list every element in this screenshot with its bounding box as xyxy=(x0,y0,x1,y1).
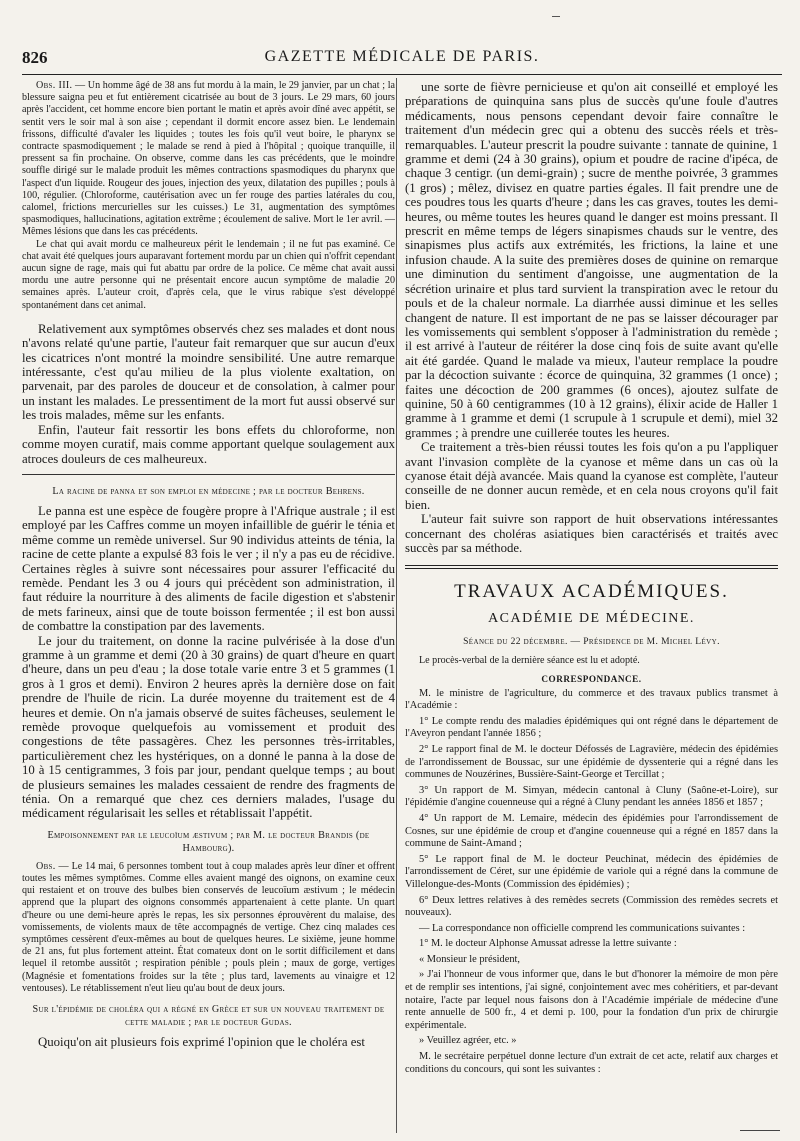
proces-verbal: Le procès-verbal de la dernière séance est lu et adopté. xyxy=(419,655,640,667)
list-item: 5° Le rapport final de M. le docteur Peuchinat, médecin des épidémies de l'arrondissement de Céret, sur une épidémie de variole qui a régné dans la commune de Villelongue-des-Monts (Commission des épidémies) ; xyxy=(405,853,778,890)
cholera-treatment-paragraph: une sorte de fièvre pernicieuse et qu'on ait conseillé et employé les préparations de quinquina sans plus de succès qu'une foule d'autres médicaments, nous pensons cependant devoir faire connaître le traitement d'un médecin grec qui a obtenu des succès réels et très-remarquables. L'auteur prescrit la poudre suivante : tannate de quinine, 1 gramme et demi (24 à 30 grains), opium et poudre de racine d'ipéca, de chaque 3 centigr. (un demi-grain) ; sucre de menthe poivrée, 3 grammes (1 gros) ; mêlez, divisez en quatre parties égales. Il fait prendre une de ces poudres tous les quarts d'heure ; dans les cas graves, toutes les demi-heures, ou même toutes les heures quand le danger est moins pressant. Il prescrit en même temps de légers sinapismes chauds sur le ventre, des sinapismes plus actifs aux extrémités, les frictions, la laine et une infusion chaude. A la suite des premières doses de quinine on remarque une diminution du sentiment d'angoisse, une augmentation de la sécrétion urinaire et plus tard survient la transpiration avec le retour du pouls et de la chaleur normale. La diarrhée aussi diminue et les selles changent de nature. Il est important de ne pas se laisser décourager par les vomissements qui semblent s'opposer à l'administration du remède ; il est arrivé à l'auteur de réitérer la dose cinq fois de suite avant qu'elle ait été gardée. Quand le malade va mieux, l'auteur remplace la poudre par la décoction suivante : écorce de quinquina, 32 grammes (1 once) ; faites une décoction de 200 grammes (6 onces), ajoutez sulfate de quinine, 50 à 60 centigrammes (10 à 12 grains), élixir acide de Haller 1 gramme à 1 gramme et demi (1 scrupule à 1 scrupule et demi), miel 32 grammes ; à prendre une cuillerée toutes les heures. xyxy=(405,80,778,440)
amussat-paragraph: 1° M. le docteur Alphonse Amussat adresse la lettre suivante : xyxy=(419,938,677,950)
travaux-title: TRAVAUX ACADÉMIQUES. xyxy=(454,581,729,603)
leucoium-text: — Le 14 mai, 6 personnes tombent tout à coup malades après leur dîner et offrent toutes les mêmes symptômes. Comme elles avaient mangé des oignons, on examine ceux qui restaient et on trouve des bulbes bien conservés de leucoïum æstivum ; le médecin apprend que la plupart des oignons consommés appartenaient à cette plante. Un quart d'heure ou une demi-heure après le repas, les six personnes éprouvèrent du malaise, des vomissements, de violents maux de tête accompagnés de vertige. Chez cinq malades ces symptômes cessèrent d'eux-mêmes au bout de quelques heures. Le sixième, jeune homme de 21 ans, fut plus fortement atteint. État comateux dont on le sortit difficilement et dans lequel il retombe aussitôt ; respiration pénible ; pouls plein ; maux de gorge, vertiges (Magnésie et fomentations froides sur la tête ; plus tard, lavements au vinaigre et 12 ventouses). Le rétablissement n'eut lieu qu'au bout de deux jours. xyxy=(22,860,395,994)
letter-closing: » Veuillez agréer, etc. » xyxy=(419,1035,517,1047)
correspondance-paragraph: — La correspondance non officielle comprend les communications suivantes : xyxy=(419,922,746,934)
section-double-rule xyxy=(405,565,778,569)
observation-3 xyxy=(22,80,395,239)
observations-paragraph: L'auteur fait suivre son rapport de huit observations intéressantes concernant des choléras asiatiques bien caractérisés et traités avec succès par sa méthode. xyxy=(405,512,778,555)
leucoium-heading: Empoisonnement par le leucoïum æstivum ; par M. le docteur Brandis (de Hambourg). xyxy=(47,829,370,854)
cholera-paragraph: Quoiqu'on ait plusieurs fois exprimé l'opinion que le choléra est xyxy=(38,1035,365,1050)
section-rule-1 xyxy=(22,474,395,475)
left-column xyxy=(22,80,395,1050)
leucoium-label: Obs. xyxy=(36,860,56,872)
header-rule xyxy=(22,74,782,75)
obs3-label: Obs. III. xyxy=(36,80,73,91)
top-mark xyxy=(552,16,560,17)
letter-body: » J'ai l'honneur de vous informer que, dans le but d'honorer la mémoire de mon père et de remplir ses intentions, j'ai signé, conjointement avec mes cohéritiers, et par-devant notaire, l'acte par lequel nous faisons don à l'Académie impériale de médecine d'une rente annuelle de 500 fr., 4 et demi p. 100, pour la fondation d'un prix de chirurgie expérimentale. xyxy=(405,969,778,1031)
list-item: 1° Le compte rendu des maladies épidémiques qui ont régné dans le département de l'Aveyron pendant l'année 1856 ; xyxy=(405,715,778,740)
cholera-heading: Sur l'épidémie de choléra qui a régné en Grèce et sur un nouveau traitement de cette maladie ; par le docteur Gudas. xyxy=(32,1004,385,1029)
page-number: 826 xyxy=(22,48,48,67)
academie-title: ACADÉMIE DE MÉDECINE. xyxy=(488,611,695,627)
panna-paragraph-1: Le panna est une espèce de fougère propre à l'Afrique australe ; il est employé par les Caffres comme un moyen infaillible de guérir le ténia et même comme un remède universel. Sur 90 individus atteints de ténia, la racine de cette plante a expulsé 83 fois le ver ; il n'y a pas eu de récidive. Certaines règles à suivre sont nécessaires pour assurer l'efficacité du remède. Pendant les 3 ou 4 jours qui précèdent son administration, il faut réduire la nourriture à des aliments de facile digestion et s'abstenir de mets farineux, ainsi que de toute boisson fermentée ; il est bon aussi de combattre la constipation par des lavements. xyxy=(22,503,395,634)
salutation: « Monsieur le président, xyxy=(419,953,520,965)
chloroform-paragraph: Enfin, l'auteur fait ressortir les bons effets du chloroforme, non comme moyen curatif, mais comme apportant quelque soulagement aux atroces douleurs de ces malheureux. xyxy=(22,422,395,466)
right-column xyxy=(405,80,778,1079)
list-item: 3° Un rapport de M. Simyan, médecin cantonal à Cluny (Saône-et-Loire), sur l'épidémie d'angine couenneuse qui a régné à Cluny pendant les années 1856 et 1857 ; xyxy=(405,784,778,809)
treatment-success-paragraph: Ce traitement a très-bien réussi toutes les fois qu'on a pu l'appliquer avant l'invasion complète de la cyanose et même dans un cas où la cyanose était déjà avancée. Mais quand la cyanose est complète, l'auteur conseille de ne donner aucun remède, et en cela nous croyons qu'il fait bien. xyxy=(405,440,778,512)
correspondance-heading: CORRESPONDANCE. xyxy=(541,673,642,684)
seance-line: Séance du 22 décembre. — Présidence de M. Michel Lévy. xyxy=(463,637,720,648)
ministre-paragraph: M. le ministre de l'agriculture, du commerce et des travaux publics transmet à l'Académie : xyxy=(405,687,778,712)
leucoium-observation xyxy=(22,861,395,995)
panna-heading: La racine de panna et son emploi en médecine ; par le docteur Behrens. xyxy=(52,485,365,497)
list-item: 4° Un rapport de M. Lemaire, médecin des épidémies pour l'arrondissement de Cosnes, sur une épidémie de croup et d'angine couenneuse qui a régné en 1857 dans la commune de Saint-Amand ; xyxy=(405,812,778,850)
list-item: 2° Le rapport final de M. le docteur Défossés de Lagravière, médecin des épidémies de l'arrondissement de Boussac, sur une épidémie de dyssenterie qui a régné dans les communes de Nouzérines, Bussière-Saint-George et Tercillat ; xyxy=(405,743,778,781)
obs3-text: — Un homme âgé de 38 ans fut mordu à la main, le 29 janvier, par un chat ; la blessure saigna peu et fut entièrement cicatrisée au bout de 3 jours. Le 29 mars, 60 jours après l'accident, cet homme encore bien portant le matin et après avoir dîné avec appétit, se sentit vers le soir mal à son aise ; cependant il dormit encore assez bien. Le lendemain frissons, difficulté d'avaler les liquides ; toutes les fois qu'il veut boire, le pharynx se contracte spasmodiquement ; le malade se rend à pied à l'hôpital ; quoique tranquille, il pressent sa fin prochaine. On observe, comme dans les cas précédents, que le moindre souffle dirigé sur le malade produit les mêmes contractions spasmodiques du pharynx que l'aspect d'un liquide. Rougeur des joues, injection des yeux, dilatation des pupilles ; pouls à 100, régulier. (Chloroforme, cautérisation avec un fer rouge des parties latérales du cou, calomel, frictions mercurielles sur les cuisses.) Le 31, augmentation des symptômes spasmodiques, hallucinations, agitation extrême ; écoulement de salive. Mort le 1er avril. — Mêmes lésions que dans les cas précédents. xyxy=(22,80,395,238)
running-title: GAZETTE MÉDICALE DE PARIS. xyxy=(264,48,540,65)
secretaire-paragraph: M. le secrétaire perpétuel donne lecture d'un extrait de cet acte, relatif aux charges et conditions du concours, qui sont les suivantes : xyxy=(405,1051,778,1075)
column-divider xyxy=(396,78,397,1133)
list-item: 6° Deux lettres relatives à des remèdes secrets (Commission des remèdes secrets et nouveaux). xyxy=(405,894,778,919)
footer-mark xyxy=(740,1130,780,1131)
cat-paragraph: Le chat qui avait mordu ce malheureux périt le lendemain ; il ne fut pas examiné. Ce chat avait été quelques jours auparavant fortement mordu par un chien qui n'offrit cependant aucun signe de rage, mais qui fut abattu par ordre de la police. Ce même chat avait aussi mordu une autre personne qui ne présentait encore aucun symptôme de maladie 20 semaines après. L'auteur croit, d'après cela, que le virus rabique s'est développé spontanément dans cet animal. xyxy=(22,238,395,311)
page-header xyxy=(22,46,782,70)
symptoms-paragraph: Relativement aux symptômes observés chez ses malades et dont nous n'avons relaté qu'une partie, l'auteur fait remarquer que sur aucun d'eux les cicatrices n'ont montré la moindre sensibilité. Une autre remarque intéressante, c'est qu'au milieu de la plus violente exaltation, on parvenait, par des paroles de douceur et de consolation, à calmer pour un instant les malades. Le pressentiment de la mort fut aussi observé sur les trois malades, même sur les enfants. xyxy=(22,321,395,423)
panna-paragraph-2: Le jour du traitement, on donne la racine pulvérisée à la dose d'un gramme à un gramme et demi (20 à 30 grains) de quart d'heure en quart d'heure, dans un peu d'eau ; la dose totale varie entre 3 et 5 grammes (1 gros à 1 gros et demi). Environ 2 heures après la dernière dose on fait prendre de l'huile de ricin. La durée moyenne du traitement est de 4 heures et demie. On n'a jamais observé de suites fâcheuses, seulement le remède provoque quelquefois au vomissement et produit des congestions de tête passagères. Chez les personnes très-irritables, particulièrement chez les hystériques, on a donné le panna à la dose de 10 à 15 centigrammes, 3 fois par jour, pendant quelque temps ; au bout de plusieurs semaines les malades cessaient de rendre des fragments de ténia. On a remarqué que chez ces derniers malades, l'usage du médicament régularisait les selles et rétablissait l'appétit. xyxy=(22,633,395,821)
